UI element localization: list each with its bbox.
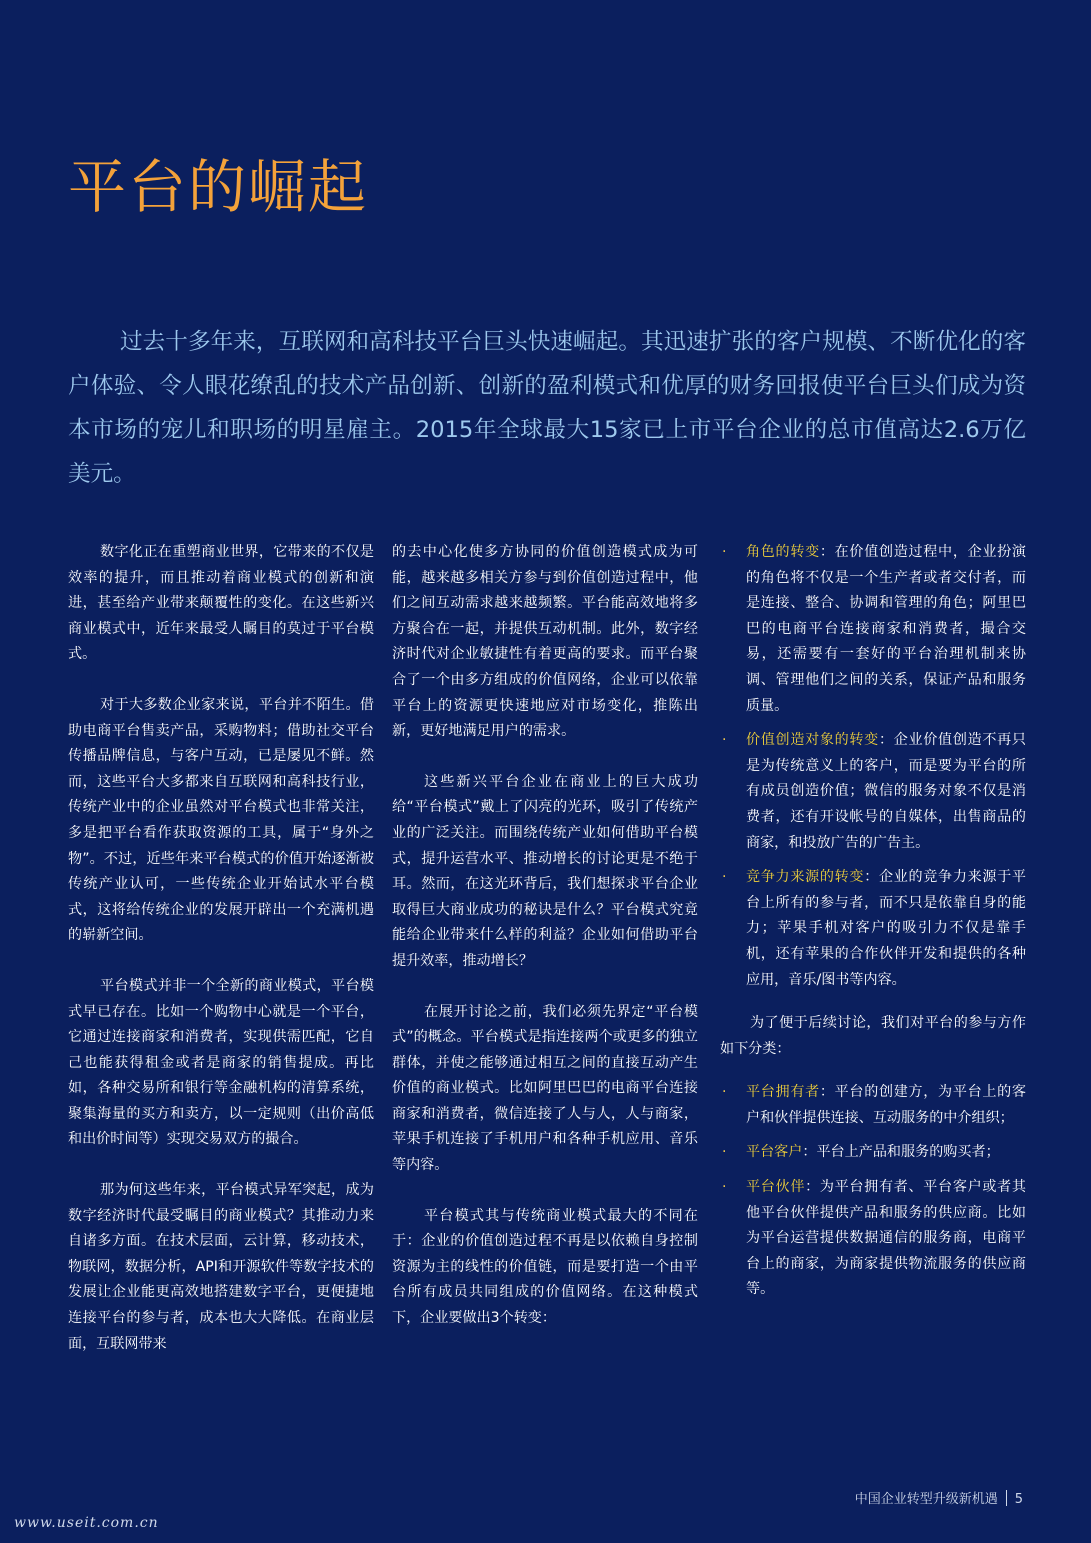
list-item-text: ：企业的竞争力来源于平台上所有的参与者，而不只是依靠自身的能力；苹果手机对客户的吸引力不仅是靠手机，还有苹果的合作伙伴开发和提供的各种应用，音乐/图书等内容。 [746,869,1027,988]
list-item-text: ：平台上产品和服务的购买者； [802,1144,1000,1161]
footer-divider [1006,1490,1007,1506]
paragraph: 的去中心化使多方协同的价值创造模式成为可能，越来越多相关方参与到价值创造过程中，他们之间互动需求越来越频繁。平台能高效地将多方聚合在一起，并提供互动机制。此外，数字经济时代对企业敏捷性有着更高的要求。而平台聚合了一个由多方组成的价值网络，企业可以依靠平台上的资源更快速地应对市场变化，推陈出新，更好地满足用户的需求。 [392,544,698,740]
watermark: www.useit.com.cn [14,1515,159,1531]
list-item [720,728,1026,856]
list-item-heading: 价值创造对象的转变 [746,732,879,749]
list-item-text: ：平台的创建方，为平台上的客户和伙伴提供连接、互动服务的中介组织； [746,1084,1027,1126]
page-title: 平台的崛起 [68,153,369,221]
bullet-icon: · [722,1179,727,1196]
page-number: 5 [1014,1492,1023,1507]
paragraph: 在展开讨论之前，我们必须先界定“平台模式”的概念。平台模式是指连接两个或更多的独立群体，并使之能够通过相互之间的直接互动产生价值的商业模式。比如阿里巴巴的电商平台连接商家和消费者，微信连接了人与人，人与商家，苹果手机连接了手机用户和各种手机应用、音乐等内容。 [392,1003,698,1174]
bullet-icon: · [722,869,727,886]
page-footer [855,1488,1023,1507]
paragraph: 为了便于后续讨论，我们对平台的参与方作如下分类： [720,1015,1026,1057]
paragraph: 平台模式并非一个全新的商业模式，平台模式早已存在。比如一个购物中心就是一个平台，它通过连接商家和消费者，实现供需匹配，它自己也能获得租金或者是商家的销售提成。再比如，各种交易所和银行等金融机构的清算系统，聚集海量的买方和卖方，以一定规则（出价高低和出价时间等）实现交易双方的撮合。 [68,977,374,1148]
bullet-icon: · [722,732,727,749]
paragraph: 对于大多数企业家来说，平台并不陌生。借助电商平台售卖产品，采购物料；借助社交平台传播品牌信息，与客户互动，已是屡见不鲜。然而，这些平台大多都来自互联网和高科技行业，传统产业中的企业虽然对平台模式也非常关注，多是把平台看作获取资源的工具，属于“身外之物”。不过，近些年来平台模式的价值开始逐渐被传统产业认可，一些传统企业开始试水平台模式，这将给传统企业的发展开辟出一个充满机遇的崭新空间。 [68,696,374,944]
column-1 [68,540,374,1382]
paragraph: 数字化正在重塑商业世界，它带来的不仅是效率的提升，而且推动着商业模式的创新和演进，甚至给产业带来颠覆性的变化。在这些新兴商业模式中，近年来最受人瞩目的莫过于平台模式。 [68,544,374,663]
list-item-text: ：为平台拥有者、平台客户或者其他平台伙伴提供产品和服务的供应商。比如为平台运营提供数据通信的服务商，电商平台上的商家，为商家提供物流服务的供应商等。 [746,1179,1027,1298]
bullet-icon: · [722,1144,727,1161]
list-item [720,540,1026,719]
list-item [720,1175,1026,1303]
bullet-icon: · [722,544,727,560]
list-item-text: ：在价值创造过程中，企业扮演的角色将不仅是一个生产者或者交付者，而是连接、整合、协调和管理的角色；阿里巴巴的电商平台连接商家和消费者，撮合交易，还需要有一套好的平台治理机制来协调、管理他们之间的关系，保证产品和服务质量。 [746,544,1027,714]
list-item-text: ：企业价值创造不再只是为传统意义上的客户，而是要为平台的所有成员创造价值；微信的服务对象不仅是消费者，还有开设帐号的自媒体，出售商品的商家，和投放广告的广告主。 [746,732,1026,851]
paragraph: 这些新兴平台企业在商业上的巨大成功给“平台模式”戴上了闪亮的光环，吸引了传统产业的广泛关注。而围绕传统产业如何借助平台模式，提升运营水平、推动增长的讨论更是不绝于耳。然而，在这光环背后，我们想探求平台企业取得巨大商业成功的秘诀是什么？平台模式究竟能给企业带来什么样的利益？企业如何借助平台提升效率，推动增长？ [392,773,698,969]
paragraph: 平台模式其与传统商业模式最大的不同在于：企业的价值创造过程不再是以依赖自身控制资源为主的线性的价值链，而是要打造一个由平台所有成员共同组成的价值网络。在这种模式下，企业要做出3个转变： [392,1207,698,1327]
column-3 [720,540,1026,1312]
intro-paragraph: 过去十多年来，互联网和高科技平台巨头快速崛起。其迅速扩张的客户规模、不断优化的客户体验、令人眼花缭乱的技术产品创新、创新的盈利模式和优厚的财务回报使平台巨头们成为资本市场的宠儿和职场的明星雇主。2015年全球最大15家已上市平台企业的总市值高达2.6万亿美元。 [68,329,1026,487]
list-item [720,865,1026,993]
list-item-heading: 竞争力来源的转变 [746,869,865,886]
list-item-heading: 平台伙伴 [746,1179,806,1196]
column-2 [392,540,698,1357]
list-item-heading: 平台拥有者 [746,1084,820,1101]
list-item [720,1080,1026,1131]
list-item [720,1140,1026,1166]
footer-title: 中国企业转型升级新机遇 [854,1492,998,1507]
bullet-icon: · [722,1084,727,1101]
paragraph: 那为何这些年来，平台模式异军突起，成为数字经济时代最受瞩目的商业模式？其推动力来自诸多方面。在技术层面，云计算，移动技术，物联网，数据分析，API和开源软件等数字技术的发展让企业能更高效地搭建数字平台，更便捷地连接平台的参与者，成本也大大降低。在商业层面，互联网带来 [68,1182,374,1352]
list-item-heading: 角色的转变 [746,544,820,560]
list-item-heading: 平台客户 [746,1144,803,1161]
